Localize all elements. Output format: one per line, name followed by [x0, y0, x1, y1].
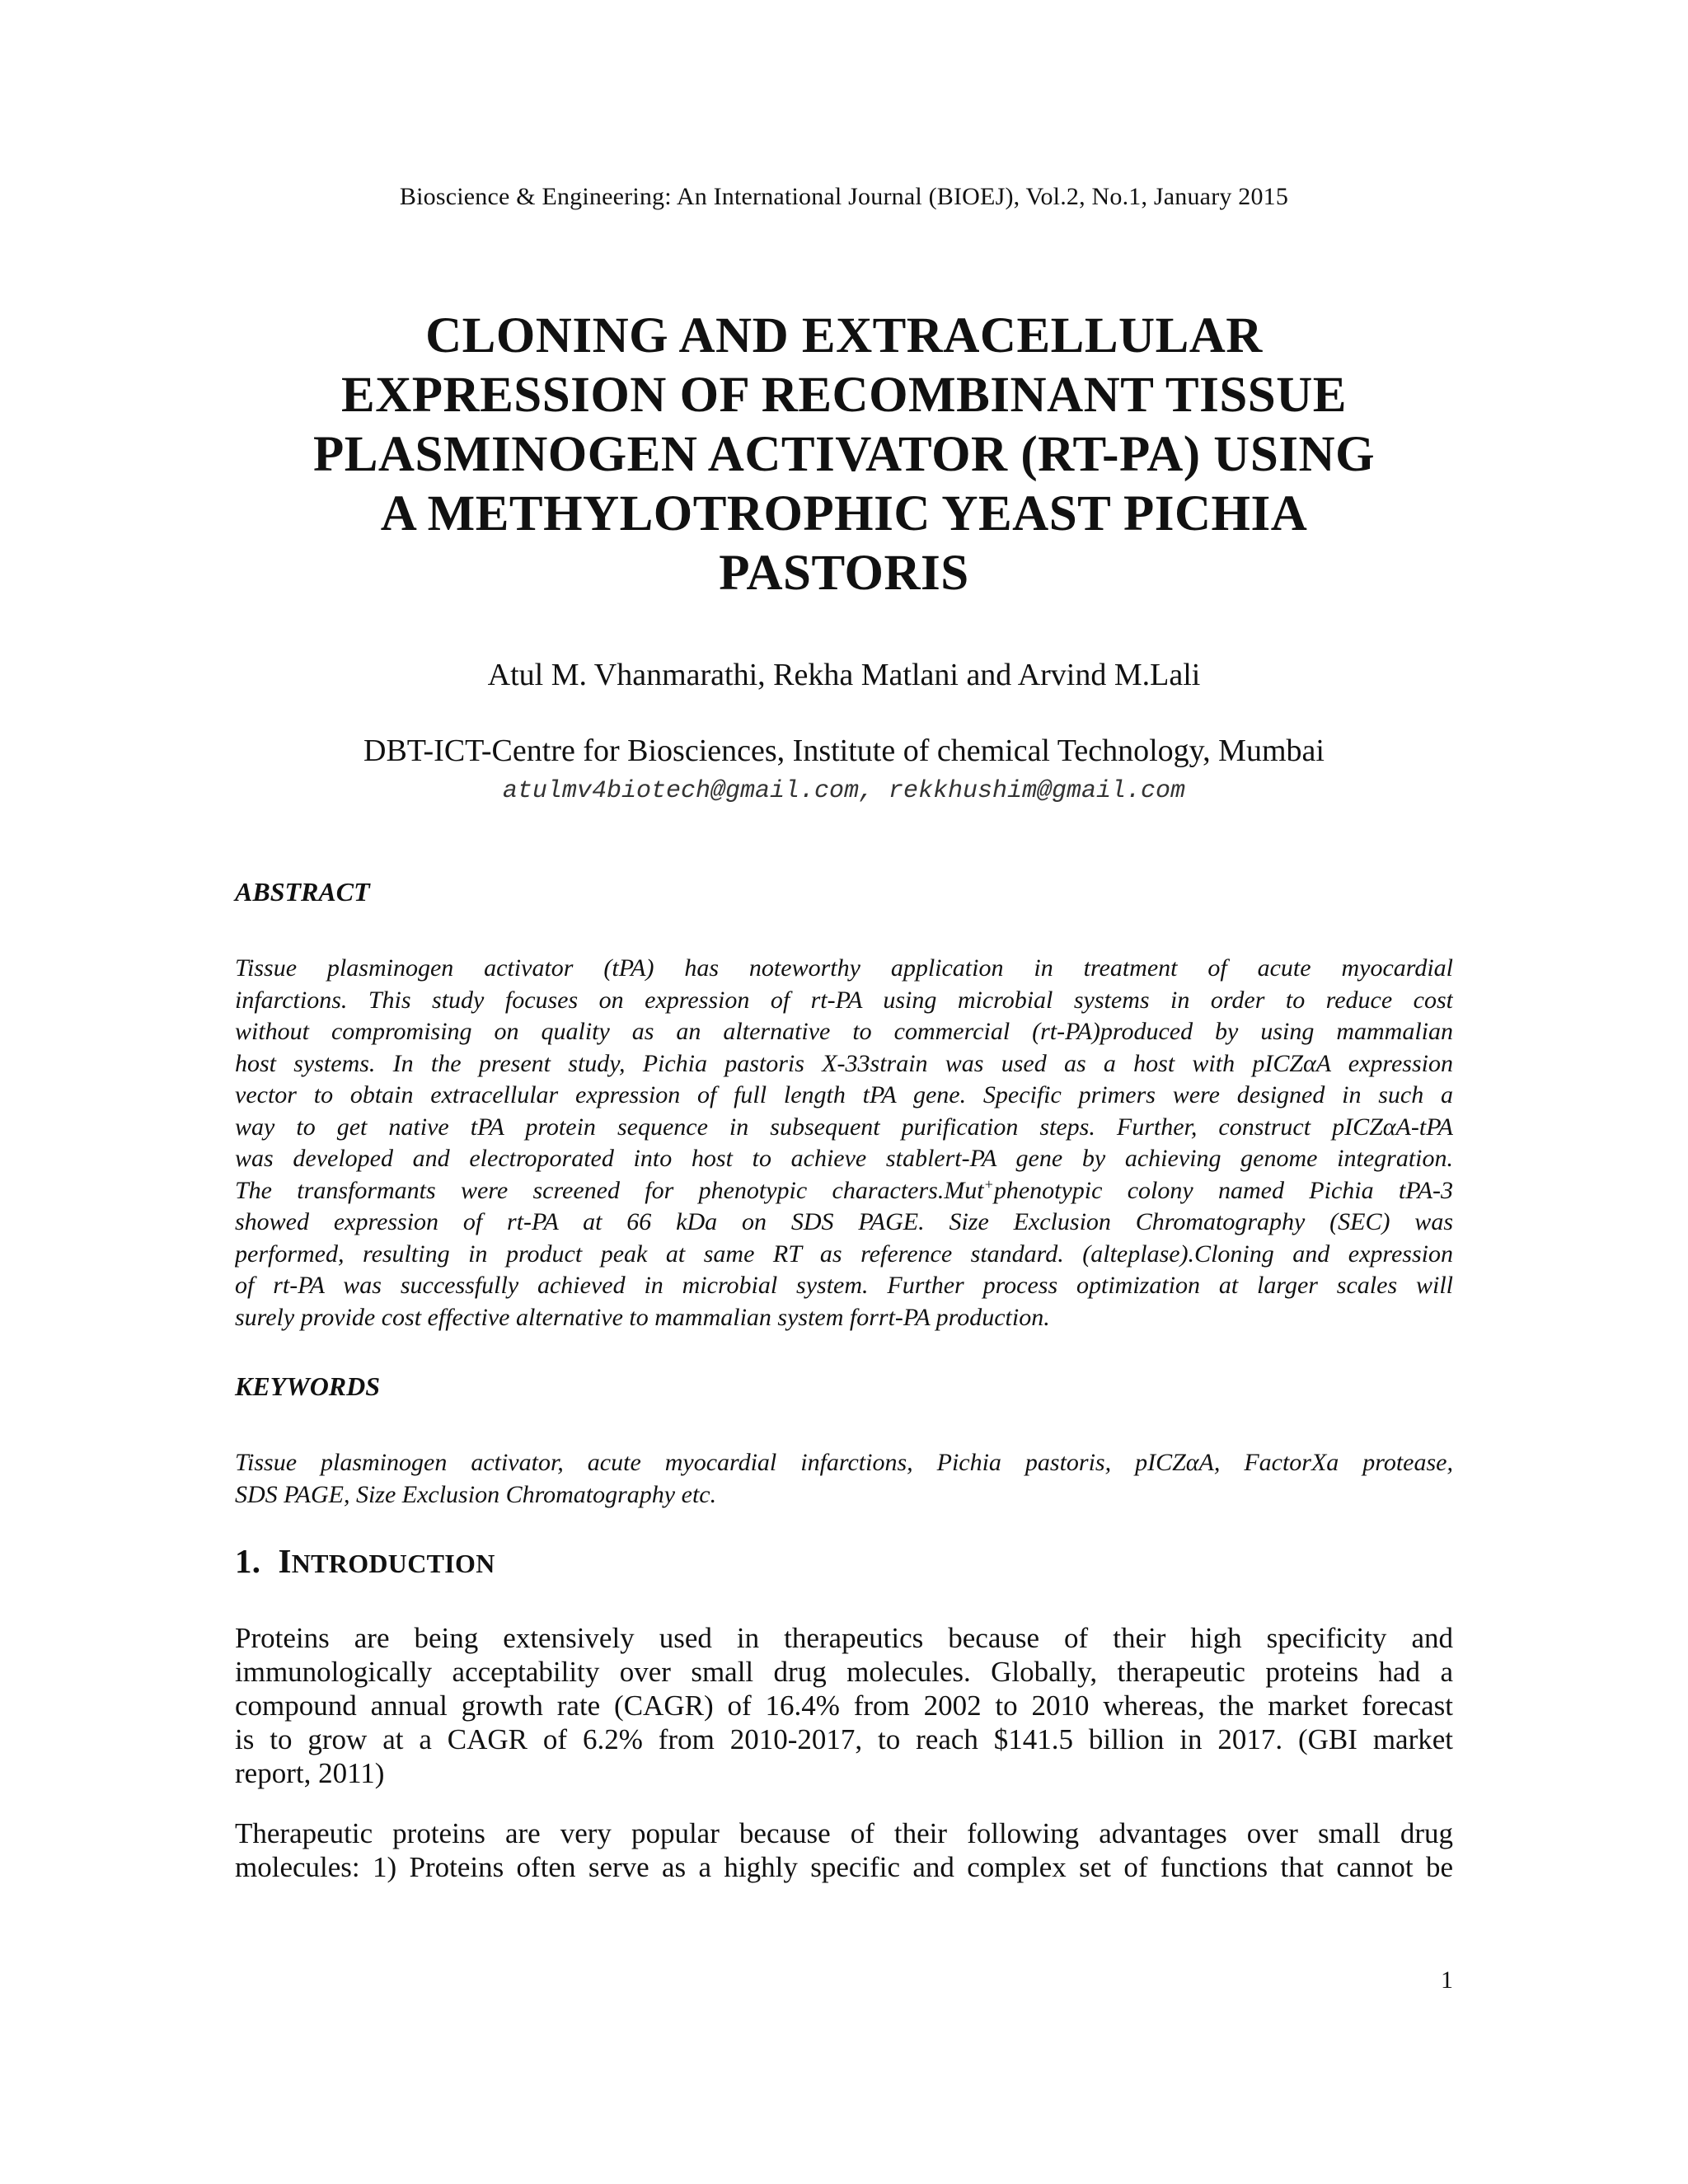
paragraph-line: is to grow at a CAGR of 6.2% from 2010-2017, to reach $141.5 billion in 2017. (GBI market [235, 1723, 1453, 1755]
abstract-line: showed expression of rt-PA at 66 kDa on SDS PAGE. Size Exclusion Chromatography (SEC) was [235, 1208, 1453, 1235]
paper-title [165, 307, 1523, 603]
paragraph-line: immunologically acceptability over small drug molecules. Globally, therapeutic proteins had a [235, 1656, 1453, 1688]
section-number: 1. [235, 1542, 261, 1580]
abstract-line: surely provide cost effective alternative to mammalian system forrt-PA production. [235, 1303, 1050, 1331]
abstract-line [235, 1175, 1453, 1207]
abstract-line: infarctions. This study focuses on expression of rt-PA using microbial systems in order to reduce cost [235, 986, 1453, 1014]
section-initial: I [278, 1542, 292, 1580]
abstract-heading: ABSTRACT [235, 877, 370, 907]
abstract-line: performed, resulting in product peak at same RT as reference standard. (alteplase).Cloning and expression [235, 1240, 1453, 1268]
abstract-line: was developed and electroporated into host to achieve stablert-PA gene by achieving genome integration. [235, 1145, 1453, 1172]
abstract-body [235, 953, 1453, 1333]
keywords-line: SDS PAGE, Size Exclusion Chromatography etc. [235, 1480, 717, 1508]
author-list: Atul M. Vhanmarathi, Rekha Matlani and Arvind M.Lali [487, 658, 1201, 692]
introduction-heading [235, 1541, 495, 1581]
introduction-paragraph-1 [235, 1621, 1453, 1790]
abstract-line: Tissue plasminogen activator (tPA) has noteworthy application in treatment of acute myocardial [235, 954, 1453, 982]
abstract-line: of rt-PA was successfully achieved in microbial system. Further process optimization at larger scales will [235, 1272, 1453, 1299]
section-title-rest: NTRODUCTION [291, 1549, 495, 1578]
title-line: CLONING AND EXTRACELLULAR [425, 308, 1263, 363]
title-line: PLASMINOGEN ACTIVATOR (RT-PA) USING [312, 427, 1376, 482]
paragraph-line: Proteins are being extensively used in therapeutics because of their high specificity and [235, 1622, 1453, 1654]
affiliation: DBT-ICT-Centre for Biosciences, Institute of chemical Technology, Mumbai [363, 733, 1325, 768]
keywords-line: Tissue plasminogen activator, acute myocardial infarctions, Pichia pastoris, pICZαA, FactorXa protease, [235, 1449, 1453, 1476]
running-header: Bioscience & Engineering: An International Journal (BIOEJ), Vol.2, No.1, January 2015 [399, 183, 1289, 210]
keywords-heading: KEYWORDS [235, 1371, 381, 1401]
mut-plus-superscript: + [983, 1175, 994, 1193]
keywords-body [235, 1447, 1453, 1511]
abstract-line: without compromising on quality as an alternative to commercial (rt-PA)produced by using mammalian [235, 1018, 1453, 1045]
abstract-line: vector to obtain extracellular expression of full length tPA gene. Specific primers were designed in such a [235, 1081, 1453, 1108]
paragraph-line: Therapeutic proteins are very popular because of their following advantages over small drug [235, 1817, 1453, 1849]
page-number: 1 [1441, 1966, 1453, 1994]
paragraph-line: report, 2011) [235, 1757, 385, 1789]
author-emails[interactable]: atulmv4biotech@gmail.com, rekkhushim@gmail.com [502, 777, 1186, 805]
abstract-line-head: The transformants were screened for phenotypic characters.Mut [235, 1176, 984, 1204]
title-line: A METHYLOTROPHIC YEAST PICHIA [380, 486, 1308, 541]
abstract-line: way to get native tPA protein sequence in subsequent purification steps. Further, construct pICZαA-tPA [235, 1113, 1453, 1141]
introduction-paragraph-2 [235, 1816, 1453, 1884]
paragraph-line: molecules: 1) Proteins often serve as a highly specific and complex set of functions that cannot be [235, 1851, 1453, 1883]
abstract-line: host systems. In the present study, Pichia pastoris X-33strain was used as a host with pICZαA expression [235, 1049, 1453, 1077]
title-line: PASTORIS [719, 546, 969, 601]
abstract-line-tail: phenotypic colony named Pichia tPA-3 [993, 1176, 1453, 1204]
paragraph-line: compound annual growth rate (CAGR) of 16.4% from 2002 to 2010 whereas, the market forecast [235, 1690, 1453, 1722]
title-line: EXPRESSION OF RECOMBINANT TISSUE [341, 368, 1347, 423]
